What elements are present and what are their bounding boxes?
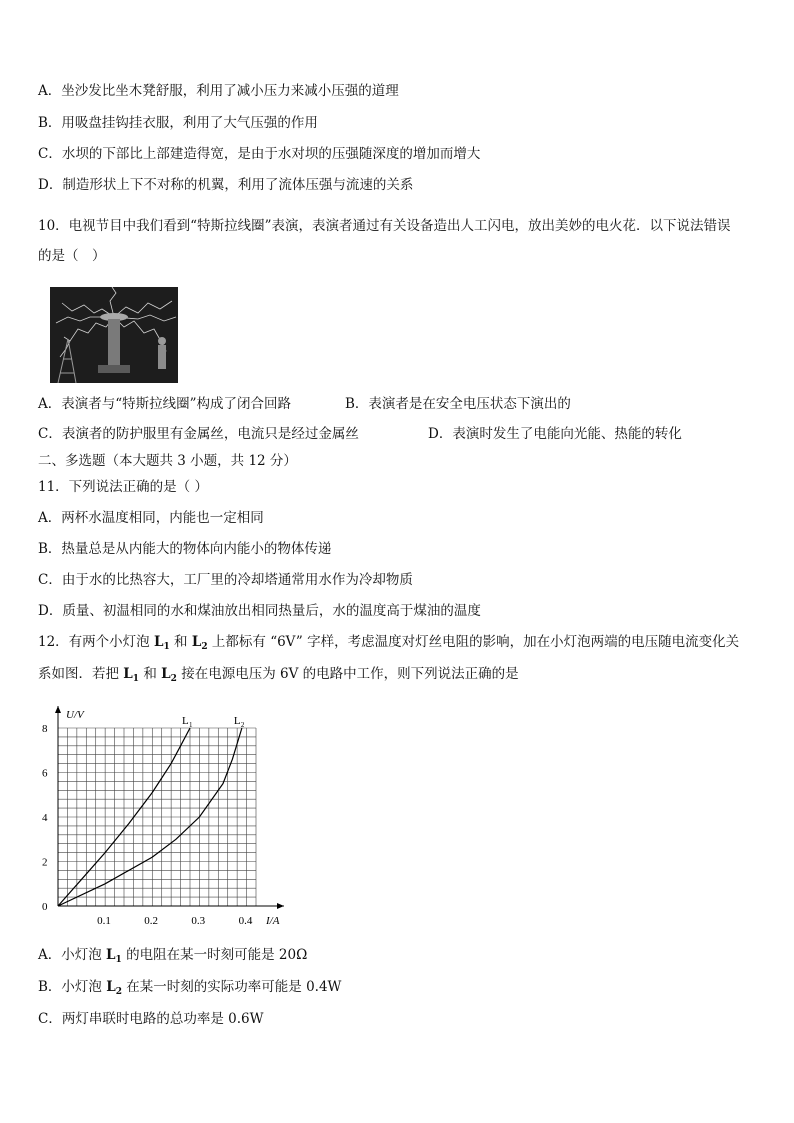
q11-option-d: D．质量、初温相同的水和煤油放出相同热量后，水的温度高于煤油的温度	[38, 603, 481, 619]
x-axis-arrow	[277, 903, 284, 909]
q11-option-a: A．两杯水温度相同，内能也一定相同	[38, 510, 264, 526]
q10-option-b: B．表演者是在安全电压状态下演出的	[345, 396, 571, 412]
series-label-subscript-l2: 2	[240, 721, 245, 729]
tesla-coil-illustration	[50, 287, 178, 383]
q10-option-d: D．表演时发生了电能向光能、热能的转化	[428, 426, 682, 442]
q12-stem-line2: 系如图．若把 $L_1$ 和 $L_2$ 接在电源电压为 6V 的电路中工作，则下列说法正确的是	[38, 666, 519, 684]
q12-option-c: C．两灯串联时电路的总功率是 0.6W	[38, 1011, 264, 1027]
q12-option-b: B．小灯泡 $L_2$ 在某一时刻的实际功率可能是 0.4W	[38, 979, 342, 997]
u-i-chart	[30, 698, 290, 938]
x-tick-label: 0.4	[238, 915, 253, 927]
x-tick-label: 0.3	[191, 915, 206, 927]
q11-stem: 11．下列说法正确的是（ ）	[38, 479, 208, 495]
x-tick-label: 0.1	[97, 915, 111, 927]
y-tick-label: 4	[42, 812, 48, 824]
y-tick-label: 6	[42, 767, 48, 780]
q10-option-c: C．表演者的防护服里有金属丝，电流只是经过金属丝	[38, 426, 359, 442]
q10-stem-line2: 的是（ ）	[38, 248, 106, 264]
y-tick-label: 2	[42, 856, 48, 869]
x-axis-label: I/A	[266, 915, 280, 927]
q9-option-b: B．用吸盘挂钩挂衣服，利用了大气压强的作用	[38, 115, 318, 131]
tesla-coil-photo	[50, 287, 178, 383]
y-tick-label: 0	[42, 901, 48, 913]
series-label-l2: L	[233, 715, 241, 727]
y-axis-arrow	[55, 706, 61, 713]
q11-option-b: B．热量总是从内能大的物体向内能小的物体传递	[38, 541, 332, 557]
y-tick-label: 8	[42, 723, 48, 735]
y-axis-label: U/V	[66, 709, 84, 721]
q12-stem-line1: 12．有两个小灯泡 $L_1$ 和 $L_2$ 上都标有 “6V” 字样，考虑温度对灯丝电阻的影响，加在小灯泡两端的电压随电流变化关	[38, 634, 740, 652]
q9-option-d: D．制造形状上下不对称的机翼，利用了流体压强与流速的关系	[38, 177, 414, 193]
x-tick-label: 0.2	[144, 915, 159, 927]
q12-option-a: A．小灯泡 $L_1$ 的电阻在某一时刻可能是 20Ω	[38, 947, 308, 965]
q9-option-c: C．水坝的下部比上部建造得宽，是由于水对坝的压强随深度的增加而增大	[38, 146, 481, 162]
q10-stem-line1: 10．电视节目中我们看到“特斯拉线圈”表演，表演者通过有关设备造出人工闪电，放出美妙的电火花．以下说法错误	[38, 218, 731, 234]
q9-option-a: A．坐沙发比坐木凳舒服，利用了减小压力来减小压强的道理	[38, 83, 399, 99]
series-label-l1: L	[182, 715, 189, 727]
q10-option-a: A．表演者与“特斯拉线圈”构成了闭合回路	[38, 396, 292, 412]
series-label-subscript-l1: 1	[189, 721, 193, 729]
section-heading: 二、多选题（本大题共 3 小题，共 12 分）	[38, 453, 297, 469]
q11-option-c: C．由于水的比热容大，工厂里的冷却塔通常用水作为冷却物质	[38, 572, 413, 588]
